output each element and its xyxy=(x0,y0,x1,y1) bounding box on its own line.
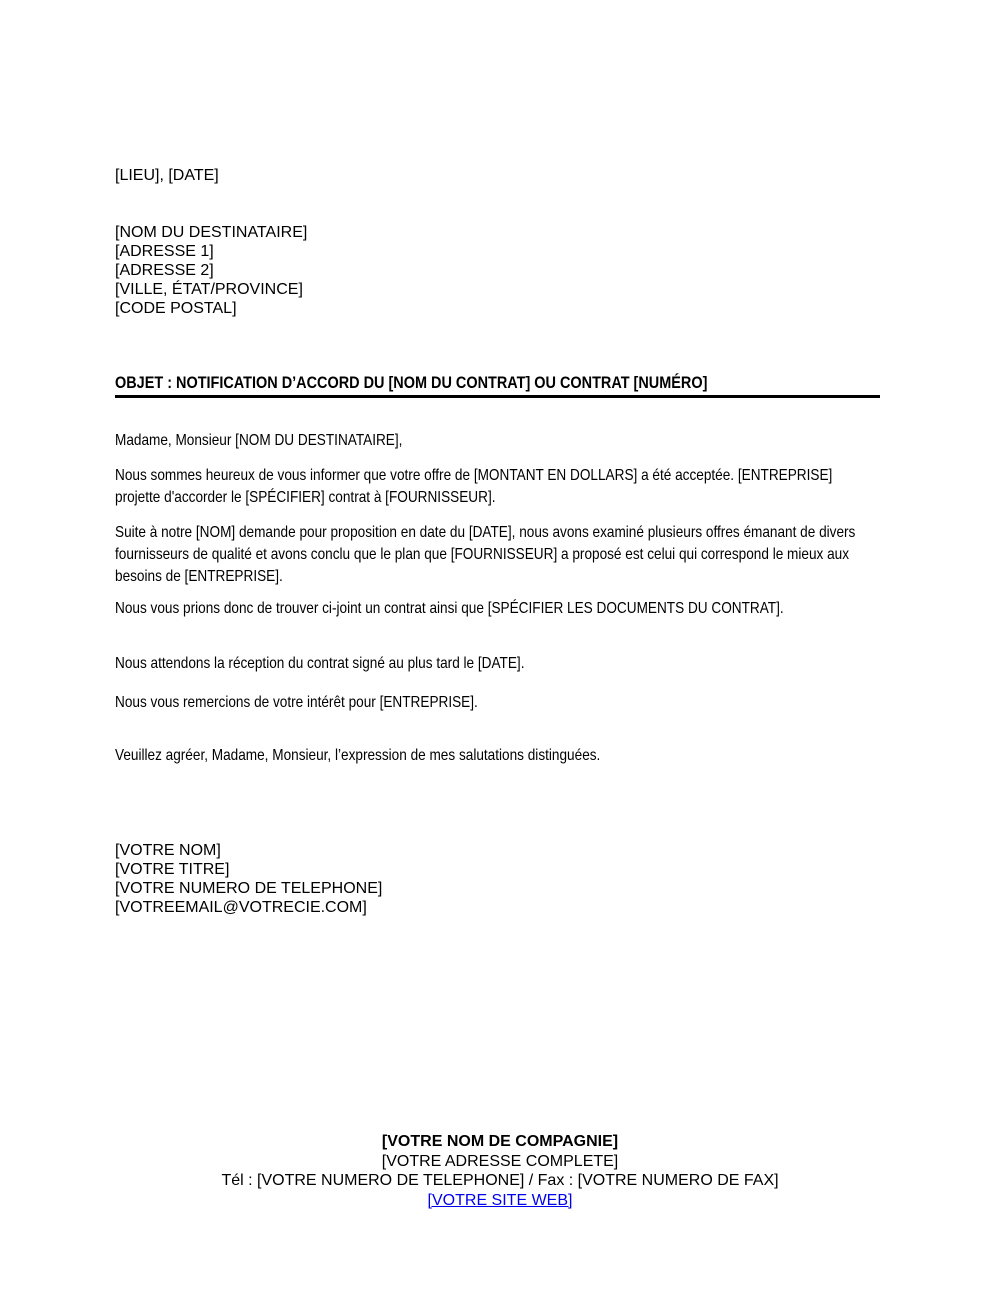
signature-phone: [VOTRE NUMERO DE TELEPHONE] xyxy=(115,880,383,897)
body-paragraph-4: Nous attendons la réception du contrat signé au plus tard le [DATE]. xyxy=(115,655,525,672)
recipient-address-block xyxy=(115,223,307,318)
salutation: Madame, Monsieur [NOM DU DESTINATAIRE], xyxy=(115,432,403,449)
subject-rule xyxy=(115,374,880,398)
body-paragraph-3: Nous vous prions donc de trouver ci-joint un contrat ainsi que [SPÉCIFIER LES DOCUMENTS DU CONTRAT]. xyxy=(115,600,784,617)
recipient-address-2: [ADRESSE 2] xyxy=(115,262,214,279)
recipient-address-1: [ADRESSE 1] xyxy=(115,243,214,260)
signature-email: [VOTREEMAIL@VOTRECIE.COM] xyxy=(115,899,367,916)
footer-website-link[interactable]: [VOTRE SITE WEB] xyxy=(427,1191,573,1209)
place-date-line: [LIEU], [DATE] xyxy=(115,167,219,184)
subject-line: OBJET : NOTIFICATION D’ACCORD DU [NOM DU CONTRAT] OU CONTRAT [NUMÉRO] xyxy=(115,373,708,392)
recipient-name: [NOM DU DESTINATAIRE] xyxy=(115,224,308,241)
closing-line: Veuillez agréer, Madame, Monsieur, l’expression de mes salutations distinguées. xyxy=(115,747,601,764)
footer-company-address: [VOTRE ADRESSE COMPLETE] xyxy=(381,1152,619,1170)
footer-block xyxy=(0,1132,1000,1210)
body-paragraph-2: Suite à notre [NOM] demande pour proposition en date du [DATE], nous avons examiné plusieurs offres émanant de divers fournisseurs de qualité et avons conclu que le plan que [FOURNISSEUR] a proposé est celui qui correspond le mieux aux besoins de [ENTREPRISE]. xyxy=(115,524,856,585)
body-paragraph-1: Nous sommes heureux de vous informer que votre offre de [MONTANT EN DOLLARS] a été acceptée. [ENTREPRISE] projette d'accorder le [SPÉCIFIER] contrat à [FOURNISSEUR]. xyxy=(115,467,833,506)
recipient-postal-code: [CODE POSTAL] xyxy=(115,300,237,317)
signature-name: [VOTRE NOM] xyxy=(115,842,221,859)
recipient-city-state: [VILLE, ÉTAT/PROVINCE] xyxy=(115,281,303,298)
footer-company-name: [VOTRE NOM DE COMPAGNIE] xyxy=(381,1133,619,1150)
body-paragraph-5: Nous vous remercions de votre intérêt pour [ENTREPRISE]. xyxy=(115,694,478,711)
signature-title: [VOTRE TITRE] xyxy=(115,861,230,878)
signature-block xyxy=(115,841,382,917)
footer-phone-fax: Tél : [VOTRE NUMERO DE TELEPHONE] / Fax : [VOTRE NUMERO DE FAX] xyxy=(221,1172,779,1189)
